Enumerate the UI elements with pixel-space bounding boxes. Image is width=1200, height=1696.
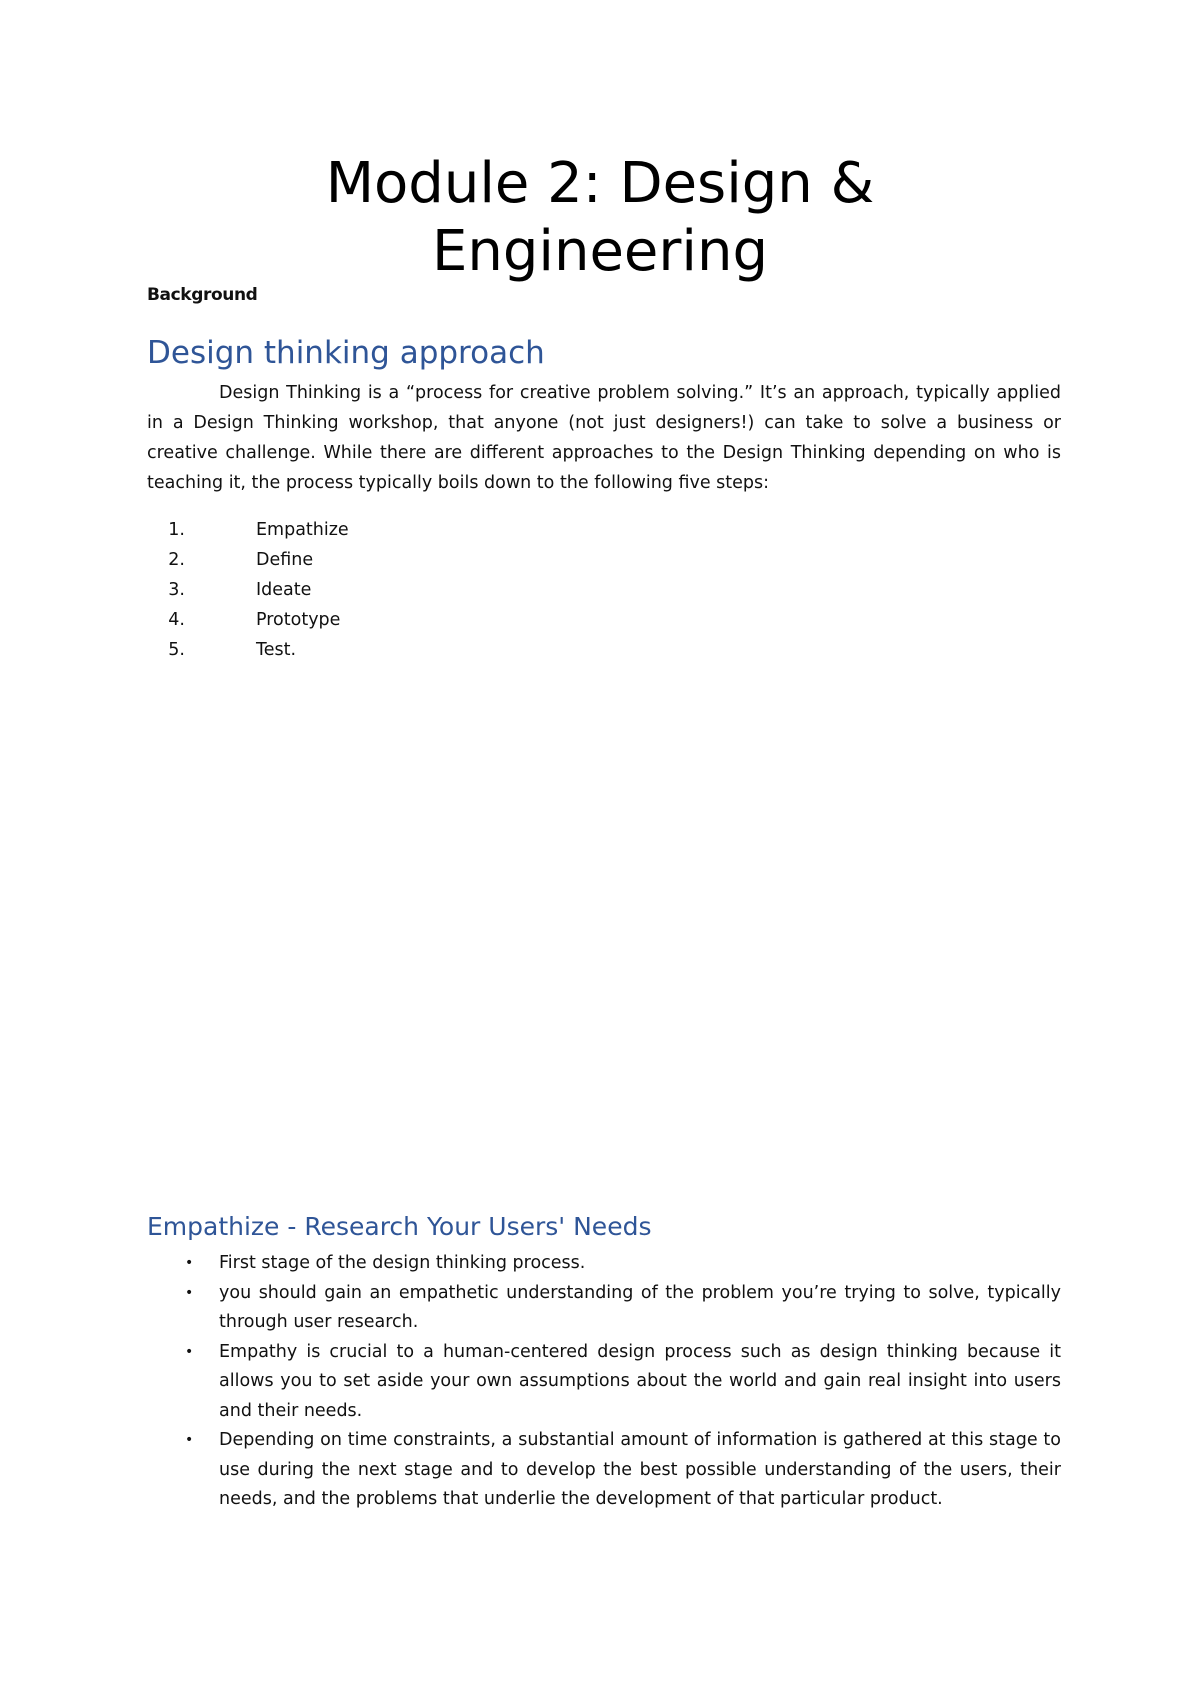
list-number: 2. — [168, 550, 185, 570]
list-item — [147, 1426, 1061, 1515]
list-number: 5. — [168, 640, 185, 660]
list-number: 1. — [168, 520, 185, 540]
bullet-icon: • — [185, 1432, 194, 1448]
list-item — [147, 635, 349, 665]
list-text: Depending on time constraints, a substantial amount of information is gathered at this stage to use during the next stage and to develop the best possible understanding of the users, their needs, and the problems that underlie the development of that particular product. — [219, 1430, 1061, 1509]
title-line-2: Engineering — [432, 219, 768, 284]
list-item — [147, 545, 349, 575]
bullet-icon: • — [185, 1343, 194, 1360]
title-line-1: Module 2: Design & — [325, 151, 875, 216]
list-text: you should gain an empathetic understanding of the problem you’re trying to solve, typically through user research. — [219, 1282, 1061, 1332]
list-item — [147, 575, 349, 605]
list-item — [147, 1338, 1061, 1427]
bullet-icon: • — [185, 1284, 194, 1301]
intro-paragraph: Design Thinking is a “process for creative problem solving.” It’s an approach, typically applied in a Design Thinking workshop, that anyone (not just designers!) can take to solve a business or creative challenge. While there are different approaches to the Design Thinking depending on who is teaching it, the process typically boils down to the following five steps: — [147, 383, 1061, 493]
document-title — [200, 150, 1000, 286]
section-heading-design-thinking: Design thinking approach — [147, 335, 545, 371]
list-item — [147, 1249, 1061, 1279]
list-text: Ideate — [256, 580, 312, 600]
background-label: Background — [147, 285, 258, 305]
bullet-icon: • — [185, 1255, 194, 1271]
list-text: First stage of the design thinking process. — [219, 1253, 586, 1273]
list-item — [147, 515, 349, 545]
list-number: 3. — [168, 580, 185, 600]
list-item — [147, 605, 349, 635]
list-text: Empathy is crucial to a human-centered design process such as design thinking because it allows you to set aside your own assumptions about the world and gain real insight into users and their needs. — [219, 1341, 1061, 1421]
section-heading-empathize: Empathize - Research Your Users' Needs — [147, 1212, 652, 1241]
list-number: 4. — [168, 610, 185, 630]
empathize-bullet-list — [147, 1249, 1061, 1515]
list-text: Prototype — [256, 610, 341, 630]
steps-list — [147, 515, 349, 665]
list-item — [147, 1279, 1061, 1338]
list-text: Define — [256, 550, 314, 570]
list-text: Test. — [256, 640, 297, 660]
list-text: Empathize — [256, 520, 349, 540]
